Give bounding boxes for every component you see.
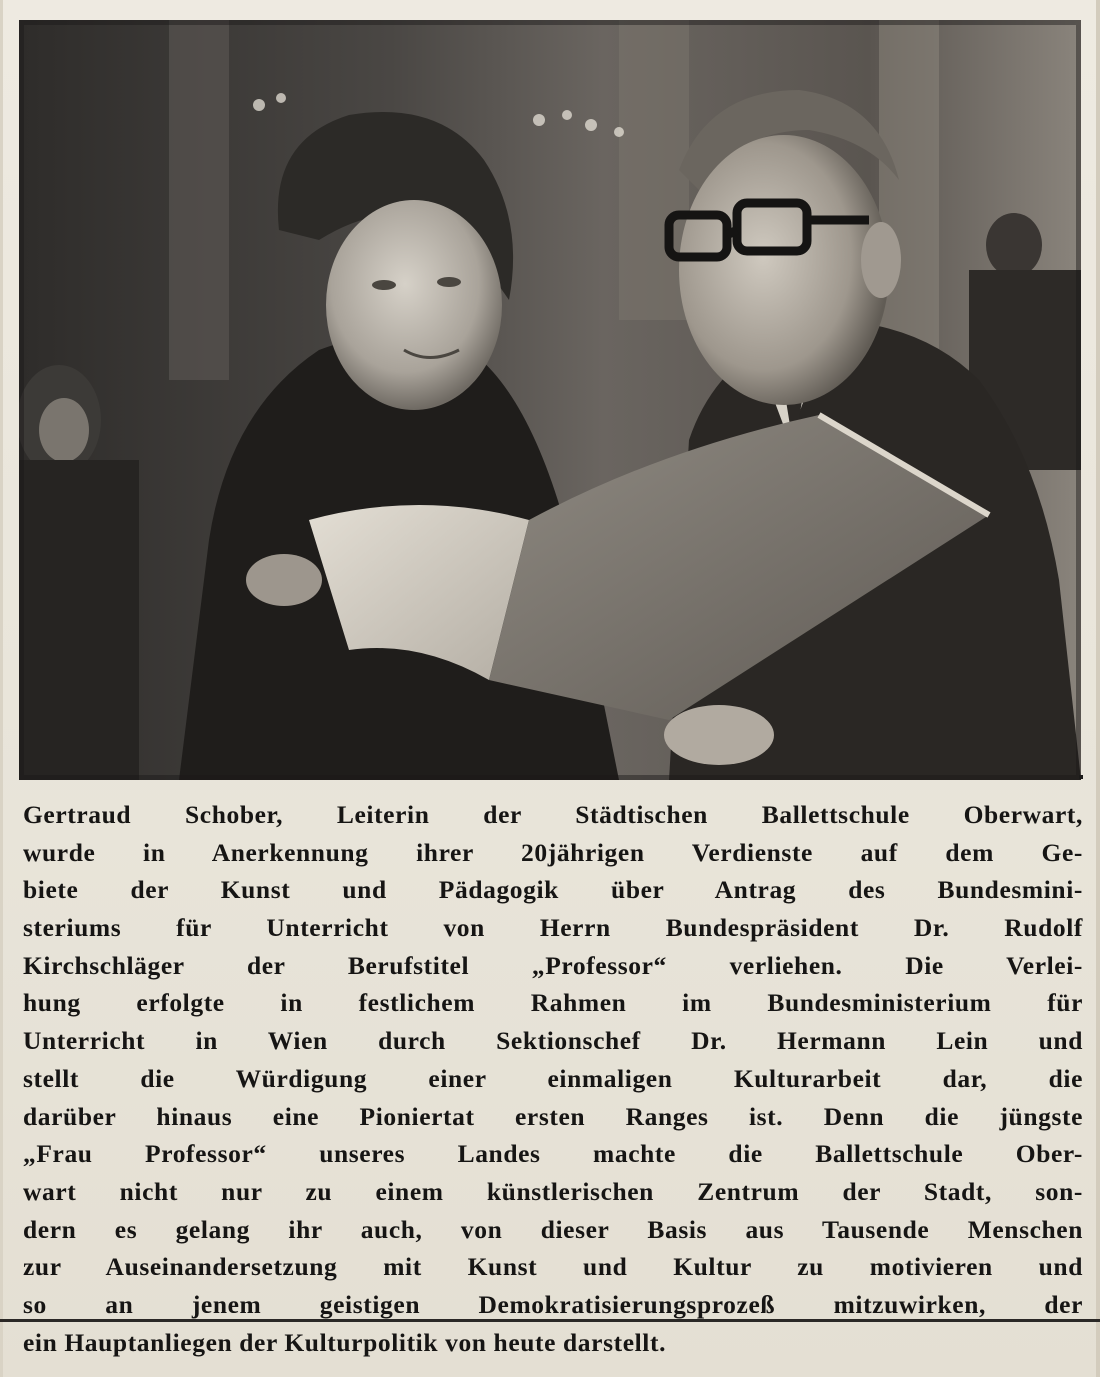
caption-line: steriums für Unterricht von Herrn Bundespräsident Dr. Rudolf bbox=[23, 913, 1083, 943]
caption-line: Gertraud Schober, Leiterin der Städtischen Ballettschule Oberwart, bbox=[23, 800, 1083, 829]
paper-edge-right bbox=[1096, 0, 1100, 1377]
column-left bbox=[169, 20, 229, 380]
caption-line: darüber hinaus eine Pioniertat ersten Ranges ist. Denn die jüngste bbox=[23, 1101, 1083, 1131]
caption-line: „Frau Professor“ unseres Landes machte die Ballettschule Ober- bbox=[23, 1139, 1083, 1169]
woman-hand bbox=[246, 554, 322, 606]
caption-line: wurde in Anerkennung ihrer 20jährigen Verdienste auf dem Ge- bbox=[23, 837, 1083, 867]
man-ear bbox=[861, 222, 901, 298]
caption-line: wart nicht nur zu einem künstlerischen Zentrum der Stadt, son- bbox=[23, 1176, 1083, 1206]
caption-line-last: ein Hauptanliegen der Kulturpolitik von heute darstellt. bbox=[23, 1327, 667, 1357]
caption-line: Unterricht in Wien durch Sektionschef Dr. Hermann Lein und bbox=[23, 1026, 1083, 1056]
print-mark bbox=[1079, 775, 1083, 779]
press-photo bbox=[19, 20, 1081, 780]
caption-line: Kirchschläger der Berufstitel „Professor“ verliehen. Die Verlei- bbox=[23, 950, 1083, 980]
guest-right-head bbox=[986, 213, 1042, 277]
guest-left-face bbox=[39, 398, 89, 462]
column-right bbox=[619, 20, 689, 320]
column-divider-rule bbox=[0, 1319, 1100, 1322]
caption-line: dern es gelang ihr auch, von dieser Basis aus Tausende Menschen bbox=[23, 1214, 1083, 1244]
paper-edge-left bbox=[0, 0, 3, 1377]
woman-eye-left bbox=[372, 280, 396, 290]
column-far-right bbox=[879, 20, 939, 350]
man-hand bbox=[664, 705, 774, 765]
guest-left-body bbox=[19, 460, 139, 780]
caption-line: stellt die Würdigung einer einmaligen Kulturarbeit dar, die bbox=[23, 1063, 1083, 1093]
caption-line: zur Auseinandersetzung mit Kunst und Kultur zu motivieren und bbox=[23, 1252, 1083, 1282]
caption-line: biete der Kunst und Pädagogik über Antrag des Bundesmini- bbox=[23, 875, 1083, 905]
man-face bbox=[679, 135, 889, 405]
caption-line: so an jenem geistigen Demokratisierungsprozeß mitzuwirken, der bbox=[23, 1289, 1083, 1319]
woman-eye-right bbox=[437, 277, 461, 287]
caption-paragraph bbox=[23, 796, 1083, 1361]
woman-face bbox=[326, 200, 502, 410]
caption-line: hung erfolgte in festlichem Rahmen im Bundesministerium für bbox=[23, 988, 1083, 1018]
